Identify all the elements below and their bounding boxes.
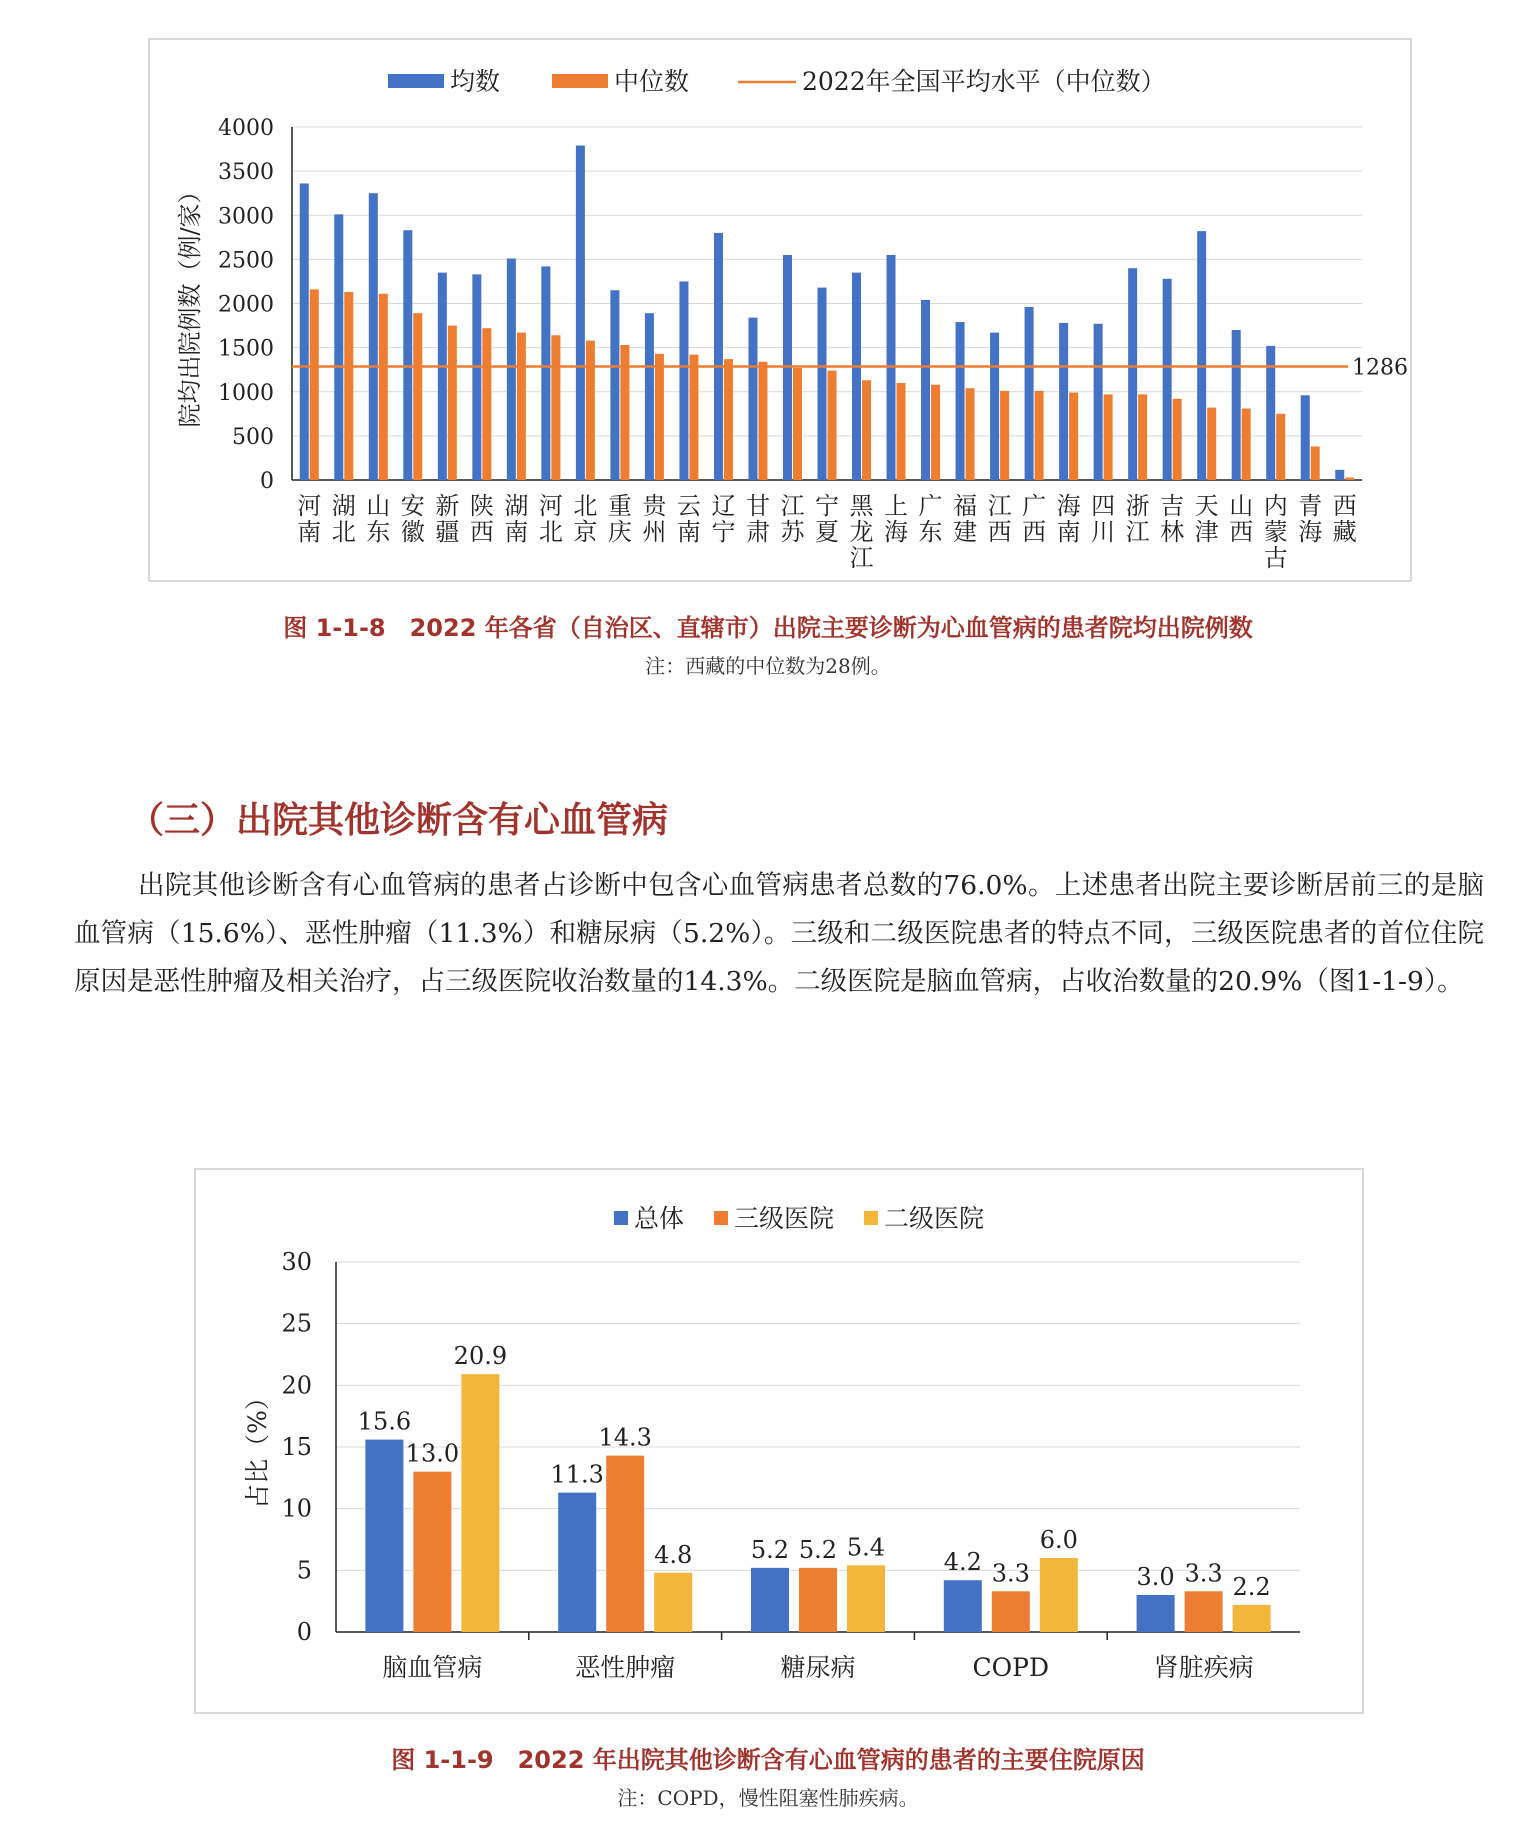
x-tick-label: 京 [573, 518, 598, 546]
x-tick-label: 疆 [435, 518, 460, 546]
bar-median [379, 294, 388, 480]
legend-swatch [614, 1211, 628, 1225]
bar-median [862, 380, 871, 480]
data-label: 14.3 [598, 1423, 652, 1452]
data-label: 20.9 [453, 1342, 508, 1371]
bar-median [1035, 391, 1044, 480]
x-tick-label: 南 [297, 518, 322, 546]
y-tick-label: 2000 [218, 292, 274, 318]
bar-mean [1094, 324, 1103, 480]
data-label: 5.2 [750, 1535, 790, 1564]
bar-mean [818, 288, 827, 480]
x-tick-label: 广 [1022, 492, 1047, 520]
data-label: 13.0 [405, 1439, 460, 1468]
data-label: 11.3 [550, 1460, 604, 1489]
bar-median [793, 368, 802, 480]
x-tick-label: 西 [1022, 518, 1047, 546]
x-tick-label: 北 [331, 518, 356, 546]
bar [413, 1472, 451, 1632]
x-tick-label: 北 [573, 492, 598, 520]
x-tick-label: 肃 [745, 518, 770, 546]
x-tick-label: 南 [1056, 518, 1081, 546]
x-tick-label: 藏 [1332, 518, 1357, 546]
x-tick-label: COPD [972, 1653, 1050, 1682]
x-tick-label: 苏 [780, 518, 805, 546]
bar-median [1104, 394, 1113, 480]
legend-label-mean: 均数 [450, 67, 501, 96]
x-tick-label: 新 [435, 492, 460, 520]
legend-label-reference: 2022年全国平均水平（中位数） [802, 67, 1166, 96]
bar-median [310, 289, 319, 480]
x-tick-label: 江 [987, 492, 1012, 520]
x-tick-label: 恶性肿瘤 [575, 1653, 676, 1682]
x-tick-label: 州 [642, 518, 667, 546]
x-tick-label: 海 [1298, 518, 1323, 546]
bar-mean [1025, 307, 1034, 480]
bar [461, 1374, 499, 1632]
x-tick-label: 江 [849, 544, 874, 572]
chart-1-svg [150, 40, 1414, 584]
x-tick-label: 安 [400, 492, 425, 520]
bar-median [586, 341, 595, 480]
bar-median [931, 385, 940, 480]
x-tick-label: 蒙 [1263, 518, 1288, 546]
legend-swatch [864, 1211, 878, 1225]
x-tick-label: 夏 [815, 518, 839, 546]
x-tick-label: 湖 [331, 492, 356, 520]
bar [992, 1591, 1030, 1632]
bar-median [551, 335, 560, 480]
x-tick-label: 云 [676, 492, 701, 520]
bar-median [1345, 478, 1354, 480]
x-tick-label: 湖 [504, 492, 529, 520]
bar-median [1000, 391, 1009, 480]
bar-median [1242, 409, 1251, 480]
x-tick-label: 宁 [815, 492, 839, 520]
x-tick-label: 肾脏疾病 [1153, 1653, 1254, 1682]
legend-swatch-mean [388, 74, 444, 88]
x-tick-label: 福 [953, 492, 978, 520]
x-tick-label: 贵 [642, 492, 667, 520]
x-tick-label: 吉 [1160, 492, 1185, 520]
bar-median [1311, 446, 1320, 480]
bar-mean [438, 273, 447, 480]
bar-median [344, 292, 353, 480]
bar-mean [645, 313, 654, 480]
bar-mean [541, 266, 550, 480]
x-tick-label: 林 [1160, 518, 1185, 546]
x-tick-label: 广 [918, 492, 943, 520]
bar-mean [990, 333, 999, 480]
bar-mean [610, 290, 619, 480]
bar [606, 1456, 644, 1632]
bar [944, 1580, 982, 1632]
bar-mean [956, 322, 965, 480]
bar-mean [1128, 268, 1137, 480]
bar-median [1138, 394, 1147, 480]
bar [1137, 1595, 1175, 1632]
bar [847, 1565, 885, 1632]
bar-mean [852, 273, 861, 480]
legend-swatch [714, 1211, 728, 1225]
x-tick-label: 徽 [400, 518, 425, 546]
x-tick-label: 陕 [469, 492, 494, 520]
y-tick-label: 2500 [218, 248, 274, 274]
bar-mean [369, 193, 378, 480]
figure-2-note: 注：COPD，慢性阻塞性肺疾病。 [617, 1786, 919, 1810]
x-tick-label: 南 [504, 518, 529, 546]
legend-label: 二级医院 [884, 1204, 985, 1233]
legend-label: 三级医院 [734, 1204, 835, 1233]
bar-median [517, 333, 526, 480]
data-label: 15.6 [357, 1407, 412, 1436]
bar-mean [714, 233, 723, 480]
bar [799, 1568, 837, 1632]
x-tick-label: 重 [607, 492, 632, 520]
x-tick-label: 江 [780, 492, 805, 520]
x-tick-label: 川 [1091, 518, 1116, 546]
y-axis-title: 占比（%） [243, 1385, 272, 1509]
bar-median [655, 354, 664, 480]
bar-median [1173, 399, 1182, 480]
x-tick-label: 浙 [1125, 492, 1150, 520]
data-label: 3.3 [991, 1559, 1030, 1588]
bar-median [897, 383, 906, 480]
x-tick-label: 脑血管病 [382, 1653, 483, 1682]
bar-median [689, 355, 698, 480]
bar-mean [679, 281, 688, 480]
x-tick-label: 北 [538, 518, 563, 546]
y-tick-label: 15 [281, 1433, 312, 1461]
figure-1-caption: 图 1-1-8 2022 年各省（自治区、直辖市）出院主要诊断为心血管病的患者院均出院例数 [283, 614, 1253, 642]
bar-median [620, 345, 629, 480]
figure-2-caption: 图 1-1-9 2022 年出院其他诊断含有心血管病的患者的主要住院原因 [391, 1746, 1145, 1774]
y-tick-label: 500 [232, 424, 274, 450]
y-tick-label: 20 [281, 1371, 312, 1400]
chart-2-svg [196, 1170, 1366, 1716]
x-tick-label: 海 [884, 518, 909, 546]
bar-median [1207, 408, 1216, 480]
reference-line-label: 1286 [1352, 355, 1408, 381]
y-tick-label: 25 [281, 1309, 312, 1338]
x-tick-label: 庆 [607, 518, 632, 546]
bar [1185, 1591, 1223, 1632]
bar-median [758, 362, 767, 480]
data-label: 3.0 [1136, 1563, 1175, 1591]
data-label: 4.2 [943, 1548, 982, 1577]
x-tick-label: 上 [884, 492, 909, 520]
x-tick-label: 甘 [745, 492, 770, 520]
x-tick-label: 河 [297, 492, 322, 520]
x-tick-label: 江 [1125, 518, 1150, 546]
y-tick-label: 0 [260, 469, 274, 494]
x-tick-label: 西 [1332, 492, 1357, 520]
legend-label: 总体 [634, 1204, 685, 1233]
data-label: 5.4 [846, 1533, 886, 1562]
body-paragraph: 出院其他诊断含有心血管病的患者占诊断中包含心血管病患者总数的76.0%。上述患者出院主要诊断居前三的是脑血管病（15.6%）、恶性肿瘤（11.3%）和糖尿病（5.2%）。三级和二级医院患者的特点不同，三级医院患者的首位住院原因是恶性肿瘤及相关治疗，占三级医院收治数量的14.3%。二级医院是脑血管病，占收治数量的20.9%（图1-1-9）。 [74, 870, 1484, 997]
bar-mean [1197, 231, 1206, 480]
y-tick-label: 1000 [218, 380, 274, 406]
bar-median [413, 313, 422, 480]
legend-swatch-median [552, 74, 608, 88]
y-tick-label: 1500 [218, 336, 274, 362]
bar-mean [334, 214, 343, 480]
bar-mean [1301, 395, 1310, 480]
bar-mean [921, 300, 930, 480]
bar-mean [1163, 279, 1172, 480]
x-tick-label: 龙 [849, 518, 874, 546]
bar-median [724, 359, 733, 480]
x-tick-label: 津 [1194, 518, 1219, 546]
y-tick-label: 3000 [218, 204, 274, 230]
x-tick-label: 糖尿病 [780, 1653, 856, 1682]
bar-median [448, 326, 457, 480]
chart-2-frame [194, 1168, 1364, 1714]
section-heading: （三）出院其他诊断含有心血管病 [128, 800, 669, 841]
y-tick-label: 0 [296, 1618, 312, 1646]
y-tick-label: 5 [296, 1556, 312, 1585]
bar-mean [507, 258, 516, 480]
bar [1040, 1558, 1078, 1632]
figure-1-note: 注：西藏的中位数为28例。 [645, 654, 891, 678]
bar [1233, 1605, 1271, 1632]
y-axis-title: 院均出院例数（例/家） [176, 179, 204, 428]
data-label: 2.2 [1232, 1572, 1271, 1601]
y-tick-label: 30 [281, 1248, 312, 1276]
bar [751, 1568, 789, 1632]
y-tick-label: 10 [281, 1494, 312, 1523]
x-tick-label: 西 [1229, 518, 1254, 546]
x-tick-label: 山 [1229, 492, 1254, 520]
y-tick-label: 3500 [218, 160, 274, 186]
bar-mean [1335, 470, 1344, 480]
x-tick-label: 古 [1263, 544, 1288, 572]
x-tick-label: 西 [987, 518, 1012, 546]
bar-mean [1059, 323, 1068, 480]
x-tick-label: 天 [1194, 492, 1219, 520]
bar [654, 1573, 692, 1632]
x-tick-label: 山 [366, 492, 391, 520]
bar [365, 1440, 403, 1632]
data-label: 4.8 [654, 1540, 693, 1569]
x-tick-label: 河 [538, 492, 563, 520]
bar-median [828, 371, 837, 480]
bar-median [1276, 414, 1285, 480]
bar-median [966, 388, 975, 480]
x-tick-label: 内 [1263, 492, 1288, 520]
x-tick-label: 辽 [711, 492, 736, 520]
data-label: 6.0 [1039, 1526, 1078, 1554]
bar-mean [748, 318, 757, 480]
x-tick-label: 建 [953, 518, 978, 546]
x-tick-label: 宁 [711, 518, 736, 546]
bar-median [1069, 393, 1078, 480]
bar-median [482, 328, 491, 480]
legend-label-median: 中位数 [614, 67, 690, 96]
bar [558, 1493, 596, 1632]
bar-mean [576, 146, 585, 480]
bar-mean [1232, 330, 1241, 480]
bar-mean [403, 230, 412, 480]
x-tick-label: 黑 [849, 492, 874, 520]
x-tick-label: 青 [1298, 492, 1323, 520]
x-tick-label: 南 [676, 518, 701, 546]
x-tick-label: 四 [1091, 492, 1116, 520]
x-tick-label: 西 [469, 518, 494, 546]
chart-1-frame [148, 38, 1412, 582]
x-tick-label: 海 [1056, 492, 1081, 520]
x-tick-label: 东 [918, 518, 943, 546]
bar-mean [300, 183, 309, 480]
x-tick-label: 东 [366, 518, 391, 546]
data-label: 3.3 [1184, 1559, 1223, 1588]
data-label: 5.2 [798, 1535, 838, 1564]
bar-mean [472, 274, 481, 480]
y-tick-label: 4000 [218, 116, 274, 141]
